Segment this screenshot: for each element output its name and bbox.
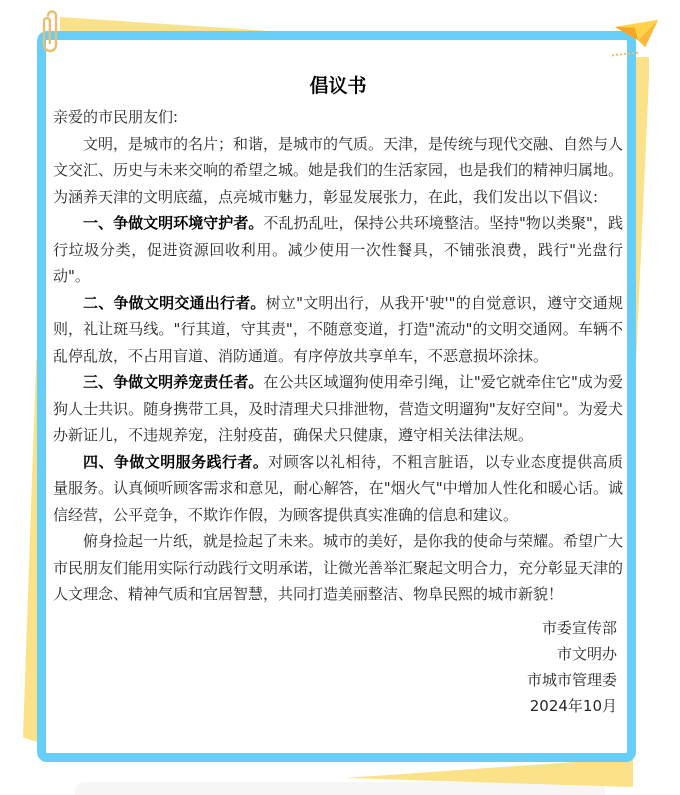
paragraph-text: 文明，是城市的名片；和谐，是城市的气质。天津，是传统与现代交融、自然与人文交汇、历史与未来交响的希望之城。她是我们的生活家园，也是我们的精神归属地。为涵养天津的文明底蕴，点亮城市魅力，彰显发展张力，在此，我们发出以下倡议: [53, 134, 624, 206]
paperclip-icon [40, 6, 64, 56]
signature-line-3: 市城市管理委 [526, 670, 617, 689]
paragraph-closing [53, 528, 623, 608]
paragraph-2 [53, 290, 623, 370]
paragraph-2-text: 树立"文明出行，从我开'驶'"的自觉意识，遵守交通规则，礼让斑马线。"行其道，守其责"，不随意变道，打造"流动"的文明交通网。车辆不乱停乱放，不占用盲道、消防通道。有序停放共享单车，不恶意损坏涂抹。 [53, 293, 623, 365]
next-card-edge [75, 782, 605, 795]
paragraph-closing-text: 俯身捡起一片纸，就是捡起了未来。城市的美好，是你我的使命与荣耀。希望广大市民朋友们能用实际行动践行文明承诺，让微光善举汇聚起文明合力，充分彰显天津的人文理念、精神气质和宜居智慧，共同打造美丽整洁、物阜民熙的城市新貌！ [53, 532, 624, 603]
proposal-page [37, 31, 636, 762]
paragraph-4-text: 对顾客以礼相待，不粗言脏语，以专业态度提供高质量服务。认真倾听顾客需求和意见，耐心解答，在"烟火气"中增加人性化和暖心话。诚信经营，公平竞争，不欺诈作假，为顾客提供真实准确的信息和建议。 [53, 452, 623, 524]
greeting-line: 亲爱的市民朋友们: [53, 108, 179, 126]
paragraph-3-text: 在公共区域遛狗使用牵引绳，让"爱它就牵住它"成为爱狗人士共识。随身携带工具，及时清理犬只排泄物，营造文明遛狗"友好空间"。为爱犬办新证儿，不违规养宠，注射疫苗，确保犬只健康，遵守相关法律法规。 [53, 373, 623, 444]
paragraph-2-lead: 二、争做文明交通出行者。 [83, 293, 266, 312]
document-content [46, 40, 627, 753]
paragraph-1-lead: 一、争做文明环境守护者。 [83, 214, 264, 232]
paragraph-1 [53, 210, 623, 290]
signature-block [53, 615, 623, 719]
page-title: 倡议书 [309, 75, 367, 97]
signature-line-2: 市文明办 [556, 644, 617, 663]
paragraph-3 [53, 369, 623, 449]
date-line: 2024年10月 [529, 696, 617, 715]
paper-plane-icon [610, 12, 665, 57]
paragraph-1-text: 不乱扔乱吐，保持公共环境整洁。坚持"物以类聚"，践行垃圾分类，促进资源回收利用。减少使用一次性餐具，不铺张浪费，践行"光盘行动"。 [53, 214, 623, 285]
signature-line-1: 市委宣传部 [541, 618, 617, 637]
paragraph-intro [53, 131, 623, 211]
paragraph-4 [53, 449, 623, 529]
paragraph-4-lead: 四、争做文明服务践行者。 [83, 452, 269, 471]
paragraph-3-lead: 三、争做文明养宠责任者。 [83, 373, 264, 391]
